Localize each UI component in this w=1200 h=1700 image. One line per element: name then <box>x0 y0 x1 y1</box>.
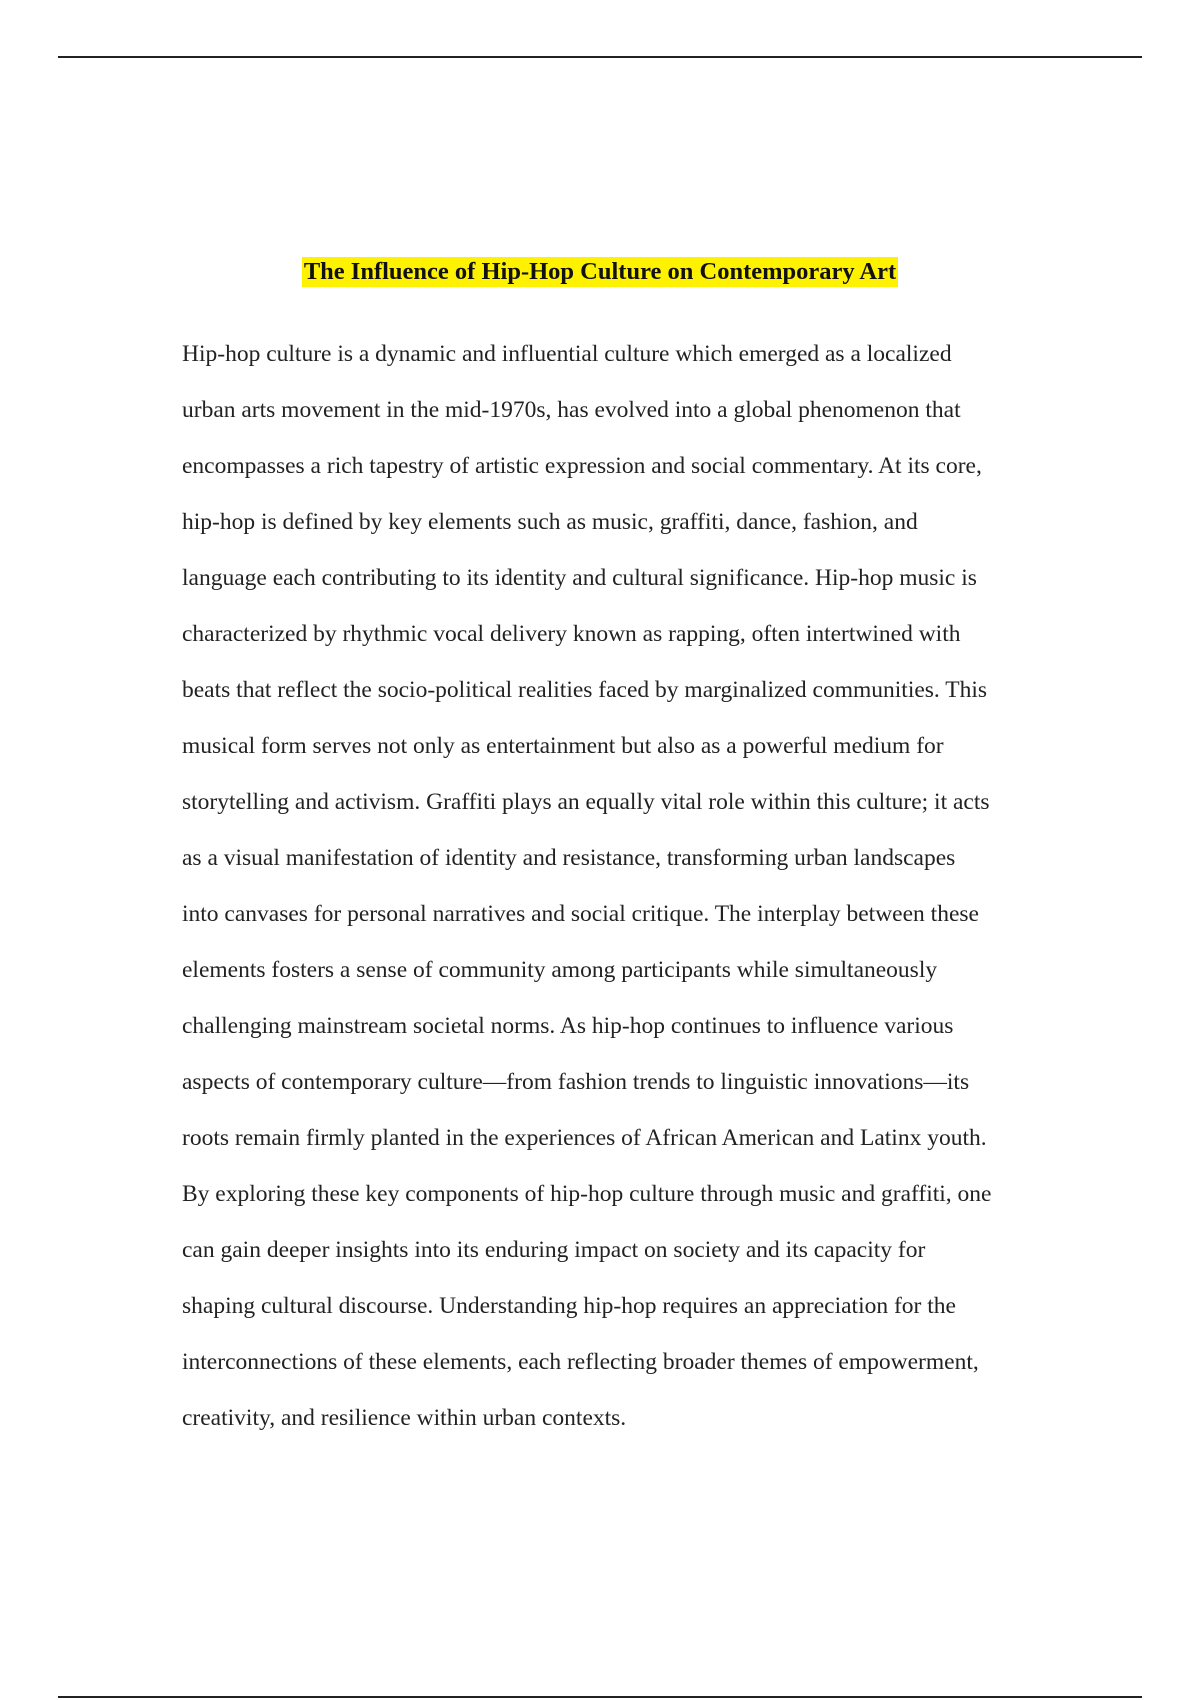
paragraph-line: creativity, and resilience within urban contexts. <box>182 1405 627 1431</box>
paragraph-line: interconnections of these elements, each reflecting broader themes of empowerment, <box>182 1349 979 1375</box>
footer-rule <box>58 1696 1142 1698</box>
paragraph-line: challenging mainstream societal norms. As hip-hop continues to influence various <box>182 1013 954 1039</box>
paragraph-line: encompasses a rich tapestry of artistic expression and social commentary. At its core, <box>182 453 982 479</box>
paragraph-line: storytelling and activism. Graffiti plays an equally vital role within this culture; it acts <box>182 789 990 815</box>
paragraph-line: By exploring these key components of hip-hop culture through music and graffiti, one <box>182 1181 992 1207</box>
paragraph-line: characterized by rhythmic vocal delivery known as rapping, often intertwined with <box>182 621 961 647</box>
paragraph-line: as a visual manifestation of identity and resistance, transforming urban landscapes <box>182 845 956 871</box>
paragraph-line: Hip-hop culture is a dynamic and influential culture which emerged as a localized <box>182 341 952 367</box>
header-rule <box>58 56 1142 58</box>
paragraph-line: roots remain firmly planted in the experiences of African American and Latinx youth. <box>182 1125 987 1151</box>
paragraph-line: shaping cultural discourse. Understanding hip-hop requires an appreciation for the <box>182 1293 956 1319</box>
paragraph-line: beats that reflect the socio-political realities faced by marginalized communities. This <box>182 677 988 703</box>
paragraph-line: language each contributing to its identity and cultural significance. Hip-hop music is <box>182 565 977 591</box>
paragraph-line: urban arts movement in the mid-1970s, has evolved into a global phenomenon that <box>182 397 961 423</box>
paragraph-line: hip-hop is defined by key elements such as music, graffiti, dance, fashion, and <box>182 509 918 535</box>
paragraph-line: aspects of contemporary culture—from fashion trends to linguistic innovations—its <box>182 1069 970 1095</box>
paragraph-line: can gain deeper insights into its enduring impact on society and its capacity for <box>182 1237 926 1263</box>
paragraph-line: elements fosters a sense of community among participants while simultaneously <box>182 957 938 983</box>
document-title: The Influence of Hip-Hop Culture on Contemporary Art <box>303 258 897 285</box>
title-block <box>0 257 1200 287</box>
paragraph-line: musical form serves not only as entertainment but also as a powerful medium for <box>182 733 944 759</box>
body-paragraph <box>182 336 1042 1456</box>
paragraph-line: into canvases for personal narratives and social critique. The interplay between these <box>182 901 979 927</box>
